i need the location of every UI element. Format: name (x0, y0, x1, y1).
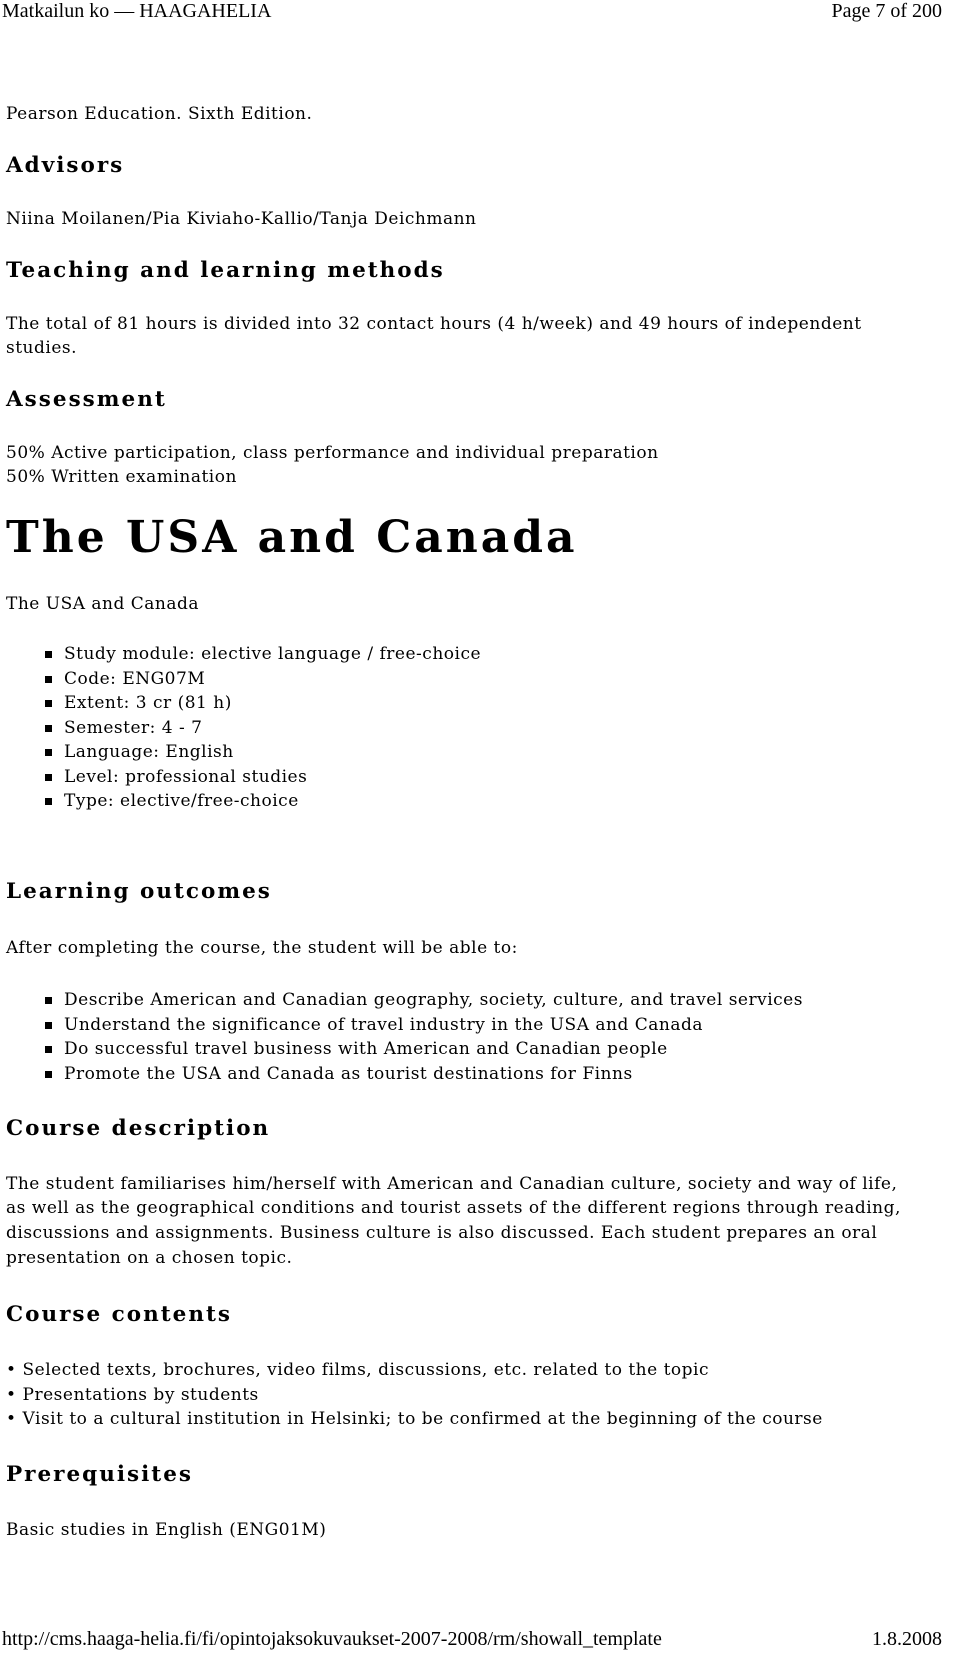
page-number: Page 7 of 200 (831, 0, 942, 22)
intro-line: Pearson Education. Sixth Edition. (6, 104, 313, 124)
course-description-line: as well as the geographical conditions and tourist assets of the different regions through reading, (6, 1198, 901, 1218)
assessment-line: 50% Active participation, class performance and individual preparation (6, 443, 659, 463)
list-item: • Selected texts, brochures, video films, discussions, etc. related to the topic (6, 1360, 709, 1380)
list-item: Extent: 3 cr (81 h) (6, 691, 906, 716)
prerequisites-heading: Prerequisites (6, 1462, 193, 1487)
course-description-line: discussions and assignments. Business culture is also discussed. Each student prepares an oral (6, 1223, 878, 1243)
teaching-line-2: studies. (6, 338, 78, 358)
list-item: Language: English (6, 740, 906, 765)
page-header (0, 0, 960, 24)
learning-outcomes-heading: Learning outcomes (6, 879, 272, 904)
advisors-heading: Advisors (6, 153, 125, 178)
learning-outcomes-intro: After completing the course, the student will be able to: (6, 938, 518, 958)
square-bullet-icon (45, 798, 52, 805)
bullet-icon: • (6, 1409, 17, 1429)
square-bullet-icon (45, 725, 52, 732)
list-item: Code: ENG07M (6, 667, 906, 692)
square-bullet-icon (45, 676, 52, 683)
list-item: Type: elective/free-choice (6, 789, 906, 814)
list-item: Promote the USA and Canada as tourist destinations for Finns (6, 1062, 906, 1087)
list-item: • Visit to a cultural institution in Helsinki; to be confirmed at the beginning of the course (6, 1409, 823, 1429)
assessment-heading: Assessment (6, 387, 167, 412)
square-bullet-icon (45, 651, 52, 658)
list-item: Level: professional studies (6, 765, 906, 790)
footer-date: 1.8.2008 (872, 1628, 942, 1650)
list-item: Do successful travel business with American and Canadian people (6, 1037, 906, 1062)
prerequisites-text: Basic studies in English (ENG01M) (6, 1520, 327, 1540)
course-description-heading: Course description (6, 1116, 271, 1141)
course-subtitle: The USA and Canada (6, 594, 200, 614)
course-title: The USA and Canada (6, 512, 578, 563)
square-bullet-icon (45, 1022, 52, 1029)
teaching-line-1: The total of 81 hours is divided into 32 contact hours (4 h/week) and 49 hours of independent (6, 314, 862, 334)
list-item: Understand the significance of travel industry in the USA and Canada (6, 1013, 906, 1038)
footer-url: http://cms.haaga-helia.fi/fi/opintojaksokuvaukset-2007-2008/rm/showall_template (2, 1628, 662, 1650)
course-contents-list (6, 1358, 906, 1432)
advisors-text: Niina Moilanen/Pia Kiviaho-Kallio/Tanja Deichmann (6, 209, 477, 229)
header-title: Matkailun ko — HAAGAHELIA (2, 0, 272, 22)
course-facts-list (6, 642, 906, 814)
assessment-line: 50% Written examination (6, 467, 237, 487)
course-description-line: presentation on a chosen topic. (6, 1248, 293, 1268)
square-bullet-icon (45, 774, 52, 781)
square-bullet-icon (45, 1071, 52, 1078)
list-item: Study module: elective language / free-choice (6, 642, 906, 667)
course-description-line: The student familiarises him/herself with American and Canadian culture, society and way of life, (6, 1174, 898, 1194)
bullet-icon: • (6, 1384, 17, 1405)
square-bullet-icon (45, 1046, 52, 1053)
learning-outcomes-list (6, 988, 906, 1086)
square-bullet-icon (45, 749, 52, 756)
list-item: Describe American and Canadian geography, society, culture, and travel services (6, 988, 906, 1013)
course-contents-heading: Course contents (6, 1302, 233, 1327)
square-bullet-icon (45, 700, 52, 707)
teaching-heading: Teaching and learning methods (6, 258, 445, 283)
bullet-icon: • (6, 1360, 17, 1380)
list-item: • Presentations by students (6, 1384, 259, 1405)
list-item: Semester: 4 - 7 (6, 716, 906, 741)
page-footer (0, 1628, 960, 1652)
square-bullet-icon (45, 997, 52, 1004)
